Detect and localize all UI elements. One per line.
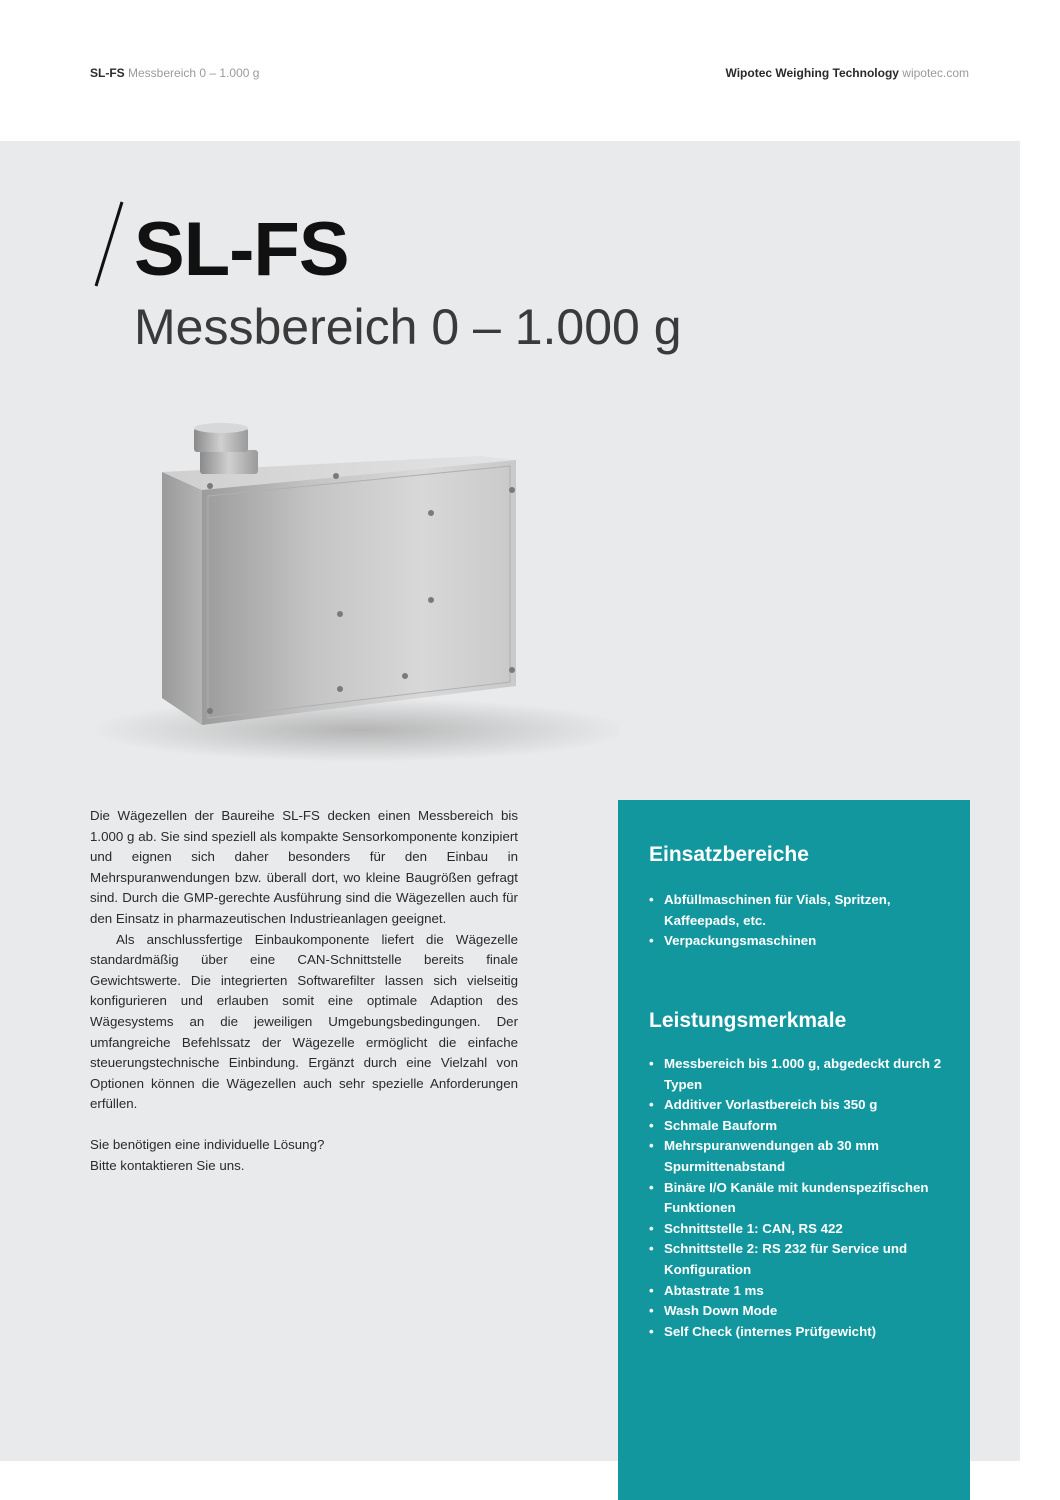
contact-invite: Bitte kontaktieren Sie uns. xyxy=(90,1157,245,1173)
list-item: • Mehrspuranwendungen ab 30 mm Spurmittenabstand xyxy=(649,1136,949,1177)
header-left xyxy=(90,66,259,80)
header-company: Wipotec Weighing Technology xyxy=(725,66,899,80)
features-list xyxy=(649,1054,949,1342)
header-product-name: SL-FS xyxy=(90,66,125,80)
page-title: SL-FS xyxy=(134,207,349,292)
title-slash-mark xyxy=(92,200,126,288)
list-item: • Self Check (internes Prüfgewicht) xyxy=(649,1322,949,1343)
body-text xyxy=(90,806,518,1176)
body-paragraph-1: Die Wägezellen der Baureihe SL-FS decken einen Messbereich bis 1.000 g ab. Sie sind speziell als kompakte Sensorkomponente konzipiert und eignen sich daher besonders für den Einbau in Mehrspuranwendungen bzw. überall dort, wo kleine Baugrößen gefragt sind. Durch die GMP-gerechte Ausführung sind die Wägezellen auch für den Einsatz in pharmazeutischen Industrieanlagen geeignet. xyxy=(90,808,518,926)
list-item: • Schnittstelle 2: RS 232 für Service und Konfiguration xyxy=(649,1239,949,1280)
contact-question: Sie benötigen eine individuelle Lösung? xyxy=(90,1136,325,1152)
list-item: • Binäre I/O Kanäle mit kundenspezifischen Funktionen xyxy=(649,1178,949,1219)
page-subtitle: Messbereich 0 – 1.000 g xyxy=(134,299,682,355)
applications-list xyxy=(649,890,949,952)
contact-prompt xyxy=(90,1135,518,1176)
list-item: • Schmale Bauform xyxy=(649,1116,949,1137)
list-item: • Verpackungsmaschinen xyxy=(649,931,949,952)
features-box xyxy=(618,800,970,1500)
header-url: wipotec.com xyxy=(902,66,969,80)
header-right xyxy=(726,66,970,80)
list-item: • Messbereich bis 1.000 g, abgedeckt durch 2 Typen xyxy=(649,1054,949,1095)
list-item: • Schnittstelle 1: CAN, RS 422 xyxy=(649,1219,949,1240)
features-heading: Leistungsmerkmale xyxy=(649,1009,847,1032)
applications-heading: Einsatzbereiche xyxy=(649,843,809,866)
list-item: • Wash Down Mode xyxy=(649,1301,949,1322)
body-paragraph-2: Als anschlussfertige Einbaukomponente liefert die Wägezelle standardmäßig über eine CAN-Schnittstelle bereits finale Gewichtswerte. Die integrierten Softwarefilter lassen sich vielseitig konfigurieren und erlauben somit eine optimale Adaption des Wägesystems an die jeweiligen Umgebungsbedingungen. Der umfangreiche Befehlssatz der Wägezelle ermöglicht die einfache steuerungstechnische Einbindung. Ergänzt durch eine Vielzahl von Optionen können die Wägezellen auch sehr spezielle Anforderungen erfüllen. xyxy=(90,931,518,1112)
list-item: • Abtastrate 1 ms xyxy=(649,1281,949,1302)
list-item: • Additiver Vorlastbereich bis 350 g xyxy=(649,1095,949,1116)
product-image xyxy=(60,400,620,780)
list-item: • Abfüllmaschinen für Vials, Spritzen, Kaffeepads, etc. xyxy=(649,890,949,931)
header-range: Messbereich 0 – 1.000 g xyxy=(128,66,260,80)
